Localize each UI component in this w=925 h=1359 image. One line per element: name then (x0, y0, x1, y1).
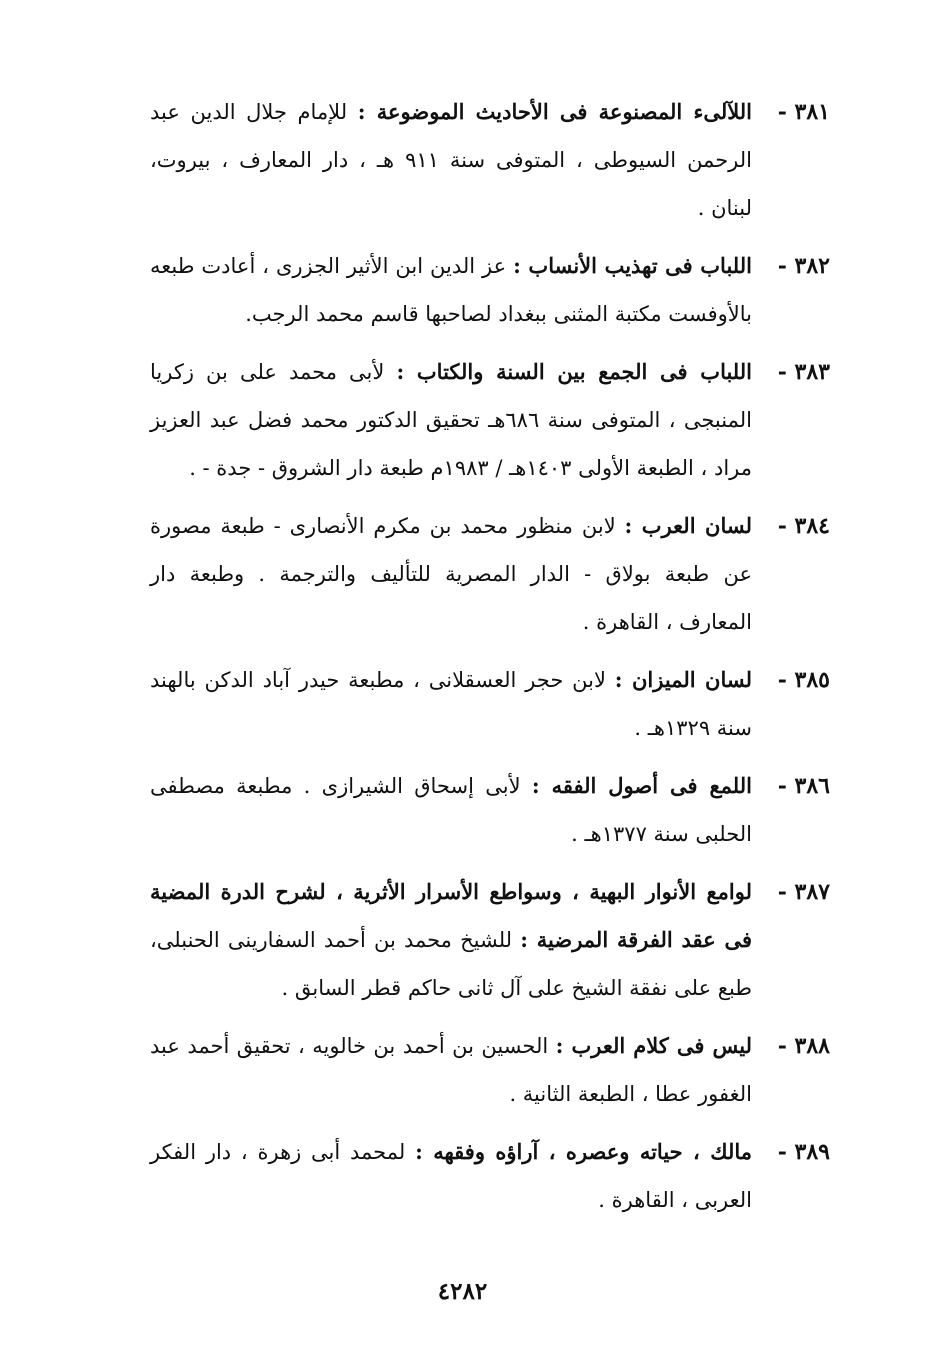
entry-number: ٣٨٤ - (777, 513, 830, 539)
entry-text: لابن حجر العسقلانى ، مطبعة حيدر آباد الدكن بالهند سنة ١٣٢٩هـ . (150, 668, 752, 740)
entry-text: للإمام جلال الدين عبد الرحمن السيوطى ، المتوفى سنة ٩١١ هـ ، دار المعارف ، بيروت، لبنان . (150, 100, 752, 220)
entry-title: اللمع فى أصول الفقه : (531, 773, 752, 798)
bibliography-entry (150, 1022, 830, 1118)
bibliography-list (150, 88, 830, 1234)
entry-text: عز الدين ابن الأثير الجزرى ، أعادت طبعه بالأوفست مكتبة المثنى ببغداد لصاحبها قاسم محمد الرجب. (150, 254, 752, 326)
entry-number: ٣٨٥ - (777, 667, 830, 693)
entry-body (150, 348, 752, 492)
entry-text: لمحمد أبى زهرة ، دار الفكر العربى ، القاهرة . (150, 1140, 752, 1212)
entry-text: لأبى إسحاق الشيرازى . مطبعة مصطفى الحلبى سنة ١٣٧٧هـ . (150, 774, 752, 846)
entry-text: الحسين بن أحمد بن خالويه ، تحقيق أحمد عبد الغفور عطا ، الطبعة الثانية . (150, 1034, 752, 1106)
entry-number: ٣٨٨ - (777, 1033, 830, 1059)
entry-body (150, 242, 752, 338)
entry-title: لسان العرب : (624, 513, 752, 538)
entry-number: ٣٨٩ - (777, 1139, 830, 1165)
entry-title: اللباب فى تهذيب الأنساب : (513, 253, 752, 278)
entry-body (150, 868, 752, 1012)
entry-title: لوامع الأنوار البهية ، وسواطع الأسرار الأثرية ، لشرح الدرة المضية فى عقد الفرقة المرضية : (150, 879, 753, 952)
entry-text: لأبى محمد على بن زكريا المنبجى ، المتوفى سنة ٦٨٦هـ تحقيق الدكتور محمد فضل عبد العزيز مراد ، الطبعة الأولى ١٤٠٣هـ / ١٩٨٣م طبعة دار الشروق - جدة - . (150, 360, 752, 480)
entry-number: ٣٨٢ - (777, 253, 830, 279)
entry-body (150, 762, 752, 858)
bibliography-entry (150, 348, 830, 492)
entry-title: اللآلىء المصنوعة فى الأحاديث الموضوعة : (357, 99, 752, 124)
entry-number: ٣٨٣ - (777, 359, 830, 385)
entry-title: لسان الميزان : (614, 667, 752, 692)
bibliography-entry (150, 656, 830, 752)
entry-number: ٣٨٧ - (777, 879, 830, 905)
entry-body (150, 1128, 752, 1224)
entry-title: ليس فى كلام العرب : (555, 1033, 752, 1058)
entry-text: للشيخ محمد بن أحمد السفارينى الحنبلى، طبع على نفقة الشيخ على آل ثانى حاكم قطر السابق . (150, 928, 752, 1000)
entry-body (150, 656, 752, 752)
entry-body (150, 88, 752, 232)
bibliography-entry (150, 762, 830, 858)
bibliography-entry (150, 242, 830, 338)
bibliography-entry (150, 1128, 830, 1224)
entry-body (150, 502, 752, 646)
bibliography-entry (150, 502, 830, 646)
entry-number: ٣٨٦ - (777, 773, 830, 799)
entry-text: لابن منظور محمد بن مكرم الأنصارى - طبعة مصورة عن طبعة بولاق - الدار المصرية للتأليف والترجمة . وطبعة دار المعارف ، القاهرة . (150, 514, 752, 634)
bibliography-entry (150, 88, 830, 232)
entry-number: ٣٨١ - (777, 99, 830, 125)
entry-body (150, 1022, 752, 1118)
entry-title: اللباب فى الجمع بين السنة والكتاب : (396, 359, 752, 384)
entry-title: مالك ، حياته وعصره ، آراؤه وفقهه : (415, 1139, 752, 1164)
page-number: ٤٢٨٢ (437, 1278, 488, 1305)
bibliography-entry (150, 868, 830, 1012)
